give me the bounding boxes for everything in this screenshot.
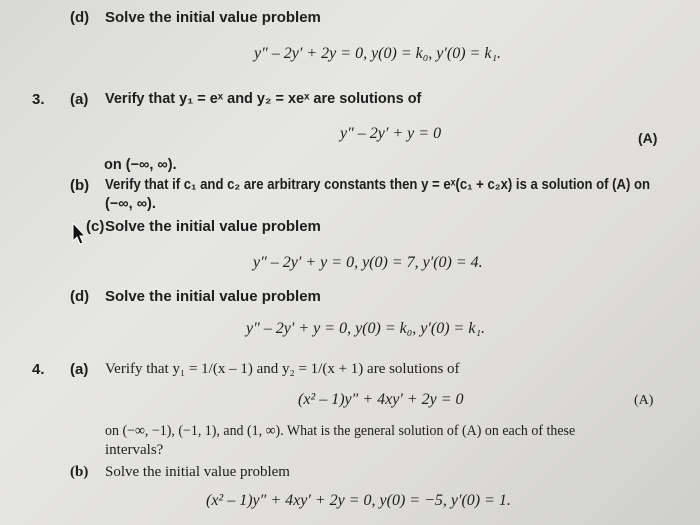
problem-number: 3. (32, 91, 45, 108)
equation: y″ – 2y′ + 2y = 0, y(0) = k₀, y′(0) = k₁. (254, 45, 501, 62)
problem-text: Verify that y₁ = 1/(x – 1) and y₂ = 1/(x + 1) are solutions of (105, 361, 460, 377)
part-label: (d) (70, 288, 90, 305)
problem-text: (−∞, ∞). (105, 196, 156, 212)
part-label: (a) (70, 361, 89, 378)
problem-text: on (−∞, −1), (−1, 1), and (1, ∞). What is the general solution of (A) on each of these (105, 423, 576, 439)
problem-text: Verify that y₁ = eˣ and y₂ = xeˣ are solutions of (105, 91, 422, 107)
equation-tag: (A) (634, 393, 654, 408)
problem-text: Solve the initial value problem (105, 9, 321, 26)
part-label: (b) (70, 177, 90, 194)
equation: y″ – 2y′ + y = 0, y(0) = 7, y′(0) = 4. (253, 254, 483, 271)
part-label: (b) (70, 464, 89, 480)
equation: y″ – 2y′ + y = 0, y(0) = k₀, y′(0) = k₁. (246, 320, 485, 337)
part-label: (c) (86, 218, 105, 235)
problem-text: intervals? (105, 442, 164, 458)
part-label: (d) (70, 9, 90, 26)
equation: y″ – 2y′ + y = 0 (340, 125, 442, 142)
problem-text: Solve the initial value problem (105, 464, 290, 480)
problem-text: on (−∞, ∞). (104, 157, 177, 173)
equation: (x² – 1)y″ + 4xy′ + 2y = 0, y(0) = −5, y′(0) = 1. (206, 492, 511, 509)
problem-number: 4. (32, 361, 45, 378)
equation-tag: (A) (638, 130, 658, 146)
equation: (x² – 1)y″ + 4xy′ + 2y = 0 (298, 391, 464, 408)
part-label: (a) (70, 91, 89, 108)
mouse-cursor-icon (72, 222, 86, 246)
problem-text: Verify that if c₁ and c₂ are arbitrary constants then y = eˣ(c₁ + c₂x) is a solution of (A) on (105, 177, 651, 193)
problem-text: Solve the initial value problem (105, 288, 321, 305)
problem-text: Solve the initial value problem (105, 218, 321, 235)
